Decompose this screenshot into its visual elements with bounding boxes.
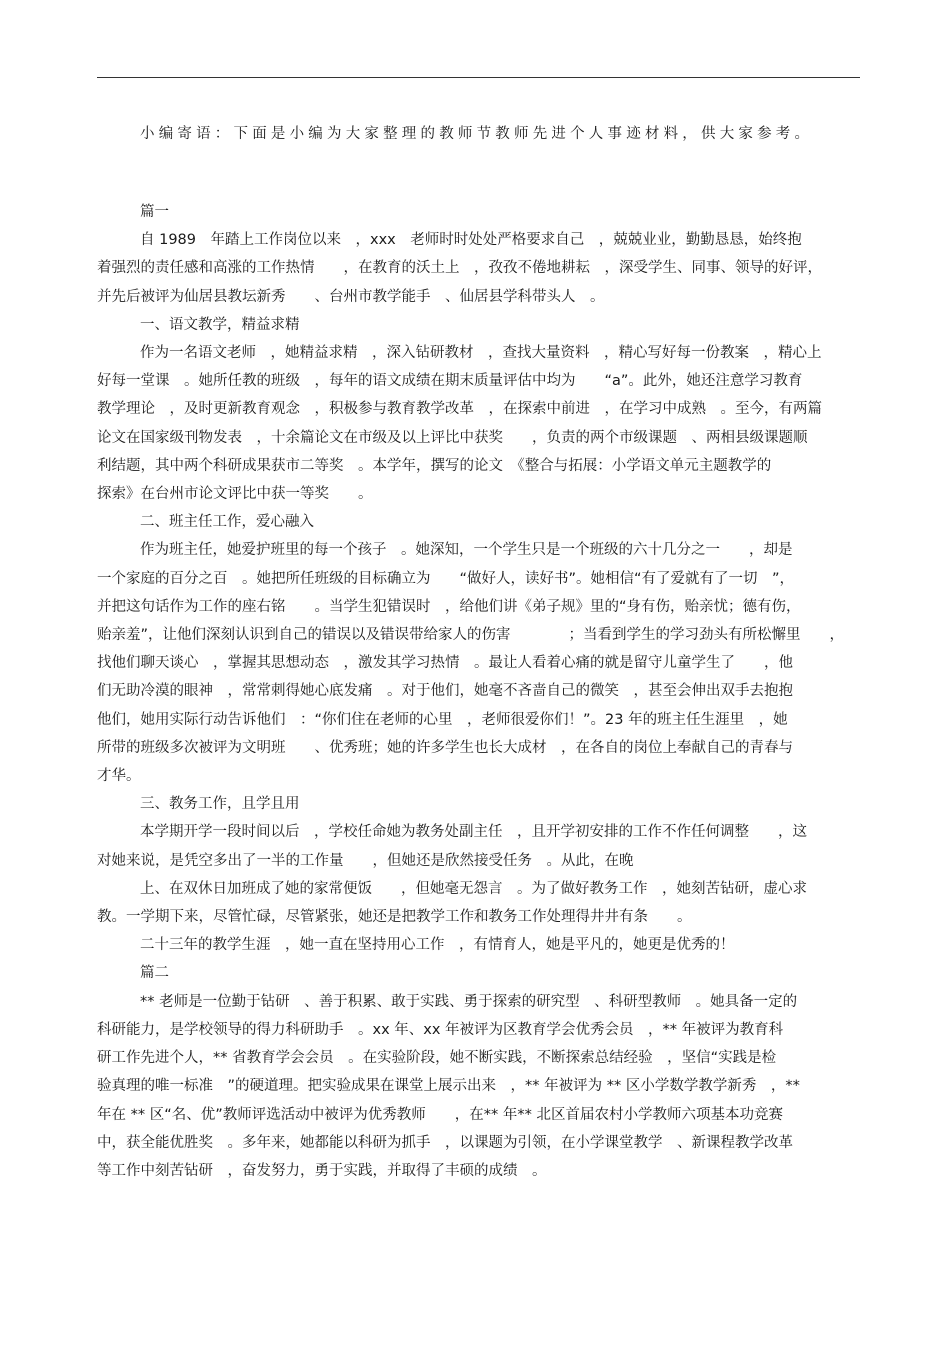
text-line: 年在 ** 区“名、优”教师评选活动中被评为优秀教师 ，在** 年** 北区首届农村小学教师六项基本功竞赛 (97, 1106, 783, 1123)
text-line: 论文在国家级刊物发表 ，十余篇论文在市级及以上评比中获奖 ，负责的两个市级课题 、两相县级课题顺 (97, 429, 808, 446)
text-line: 找他们聊天谈心 ，掌握其思想动态 ，激发其学习热情 。最让人看着心痛的就是留守儿童学生了 ，他 (97, 655, 793, 672)
editor-intro: 小编寄语：下面是小编为大家整理的教师节教师先进个人事迹材料，供大家参考。 (140, 126, 814, 142)
text-line: 才华。 (97, 768, 141, 785)
text-line: 验真理的唯一标准 ”的硬道理。把实验成果在课堂上展示出来 ，** 年被评为 ** 区小学数学教学新秀 ，** (97, 1078, 800, 1095)
text-line: 上、在双休日加班成了她的家常便饭 ，但她毫无怨言 。为了做好教务工作 ，她刻苦钻研，虚心求 (140, 880, 807, 897)
text-line: 一、语文教学，精益求精 (140, 316, 300, 333)
text-line: 等工作中刻苦钻研 ，奋发努力，勇于实践，并取得了丰硕的成绩 。 (97, 1162, 547, 1179)
text-line: 作为一名语文老师 ，她精益求精 ，深入钻研教材 ，查找大量资料 ，精心写好每一份教案 ，精心上 (140, 345, 822, 362)
text-line: 教学理论 ，及时更新教育观念 ，积极参与教育教学改革 ，在探索中前进 ，在学习中成熟 。至今，有两篇 (97, 401, 822, 418)
text-line: 自 1989 年踏上工作岗位以来 ，xxx 老师时时处处严格要求自己 ，兢兢业业，勤勤恳恳，始终抱 (140, 232, 802, 249)
text-line: 着强烈的责任感和高涨的工作热情 ，在教育的沃土上 ，孜孜不倦地耕耘 ，深受学生、同事、领导的好评， (97, 260, 822, 277)
document-body (97, 198, 872, 1185)
text-line: 利结题，其中两个科研成果获市二等奖 。本学年，撰写的论文 《整合与拓展：小学语文单元主题教学的 (97, 457, 772, 474)
text-line: 探索》在台州市论文评比中获一等奖 。 (97, 486, 373, 503)
text-line: 对她来说，是凭空多出了一半的工作量 ，但她还是欣然接受任务 。从此，在晚 (97, 852, 634, 869)
text-line: 研工作先进个人，** 省教育学会会员 。在实验阶段，她不断实践，不断探索总结经验 ，坚信“实践是检 (97, 1050, 777, 1067)
text-line: 好每一堂课 。她所任教的班级 ，每年的语文成绩在期末质量评估中均为 “a”。此外，她还注意学习教育 (97, 373, 803, 390)
text-line: 篇二 (140, 965, 169, 982)
text-line: 本学期开学一段时间以后 ，学校任命她为教务处副主任 ，且开学初安排的工作不作任何调整 ，这 (140, 824, 807, 841)
text-line: 篇一 (140, 204, 169, 220)
text-line: 并先后被评为仙居县教坛新秀 、台州市教学能手 、仙居县学科带头人 。 (97, 288, 605, 305)
text-line: 所带的班级多次被评为文明班 、优秀班；她的许多学生也长大成材 ，在各自的岗位上奉献自己的青春与 (97, 739, 793, 756)
text-line: 二十三年的教学生涯 ，她一直在坚持用心工作 ，有情育人，她是平凡的，她更是优秀的！ (140, 937, 735, 954)
text-line: ** 老师是一位勤于钻研 、善于积累、敢于实践、勇于探索的研究型 、科研型教师 。她具备一定的 (140, 993, 798, 1010)
text-line: 二、班主任工作，爱心融入 (140, 514, 314, 531)
text-line: 作为班主任，她爱护班里的每一个孩子 。她深知，一个学生只是一个班级的六十几分之一 ，却是 (140, 542, 793, 559)
text-line: 三、教务工作，且学且用 (140, 796, 300, 813)
text-line: 教。一学期下来，尽管忙碌，尽管紧张，她还是把教学工作和教务工作处理得井井有条 。 (97, 909, 692, 926)
text-line: 贻亲羞”，让他们深刻认识到自己的错误以及错误带给家人的伤害 ；当看到学生的学习劲头有所松懈里 ， (97, 627, 845, 644)
text-line: 们无助冷漠的眼神 ，常常刺得她心底发痛 。对于他们，她毫不吝啬自己的微笑 ，甚至会伸出双手去抱抱 (97, 683, 793, 700)
text-line: 他们，她用实际行动告诉他们 ：“你们住在老师的心里 ，老师很爱你们！”。23 年的班主任生涯里 ，她 (97, 711, 788, 728)
text-line: 科研能力，是学校领导的得力科研助手 。xx 年、xx 年被评为区教育学会优秀会员 ，** 年被评为教育科 (97, 1021, 784, 1038)
header-rule (97, 77, 860, 78)
text-line: 一个家庭的百分之百 。她把所任班级的目标确立为 “做好人，读好书”。她相信“有了爱就有了一切 ”， (97, 570, 795, 587)
text-line: 并把这句话作为工作的座右铭 。当学生犯错误时 ，给他们讲《弟子规》里的“身有伤，贻亲忧；德有伤， (97, 598, 801, 615)
text-line: 中，获全能优胜奖 。多年来，她都能以科研为抓手 ，以课题为引领，在小学课堂教学 、新课程教学改革 (97, 1134, 793, 1151)
